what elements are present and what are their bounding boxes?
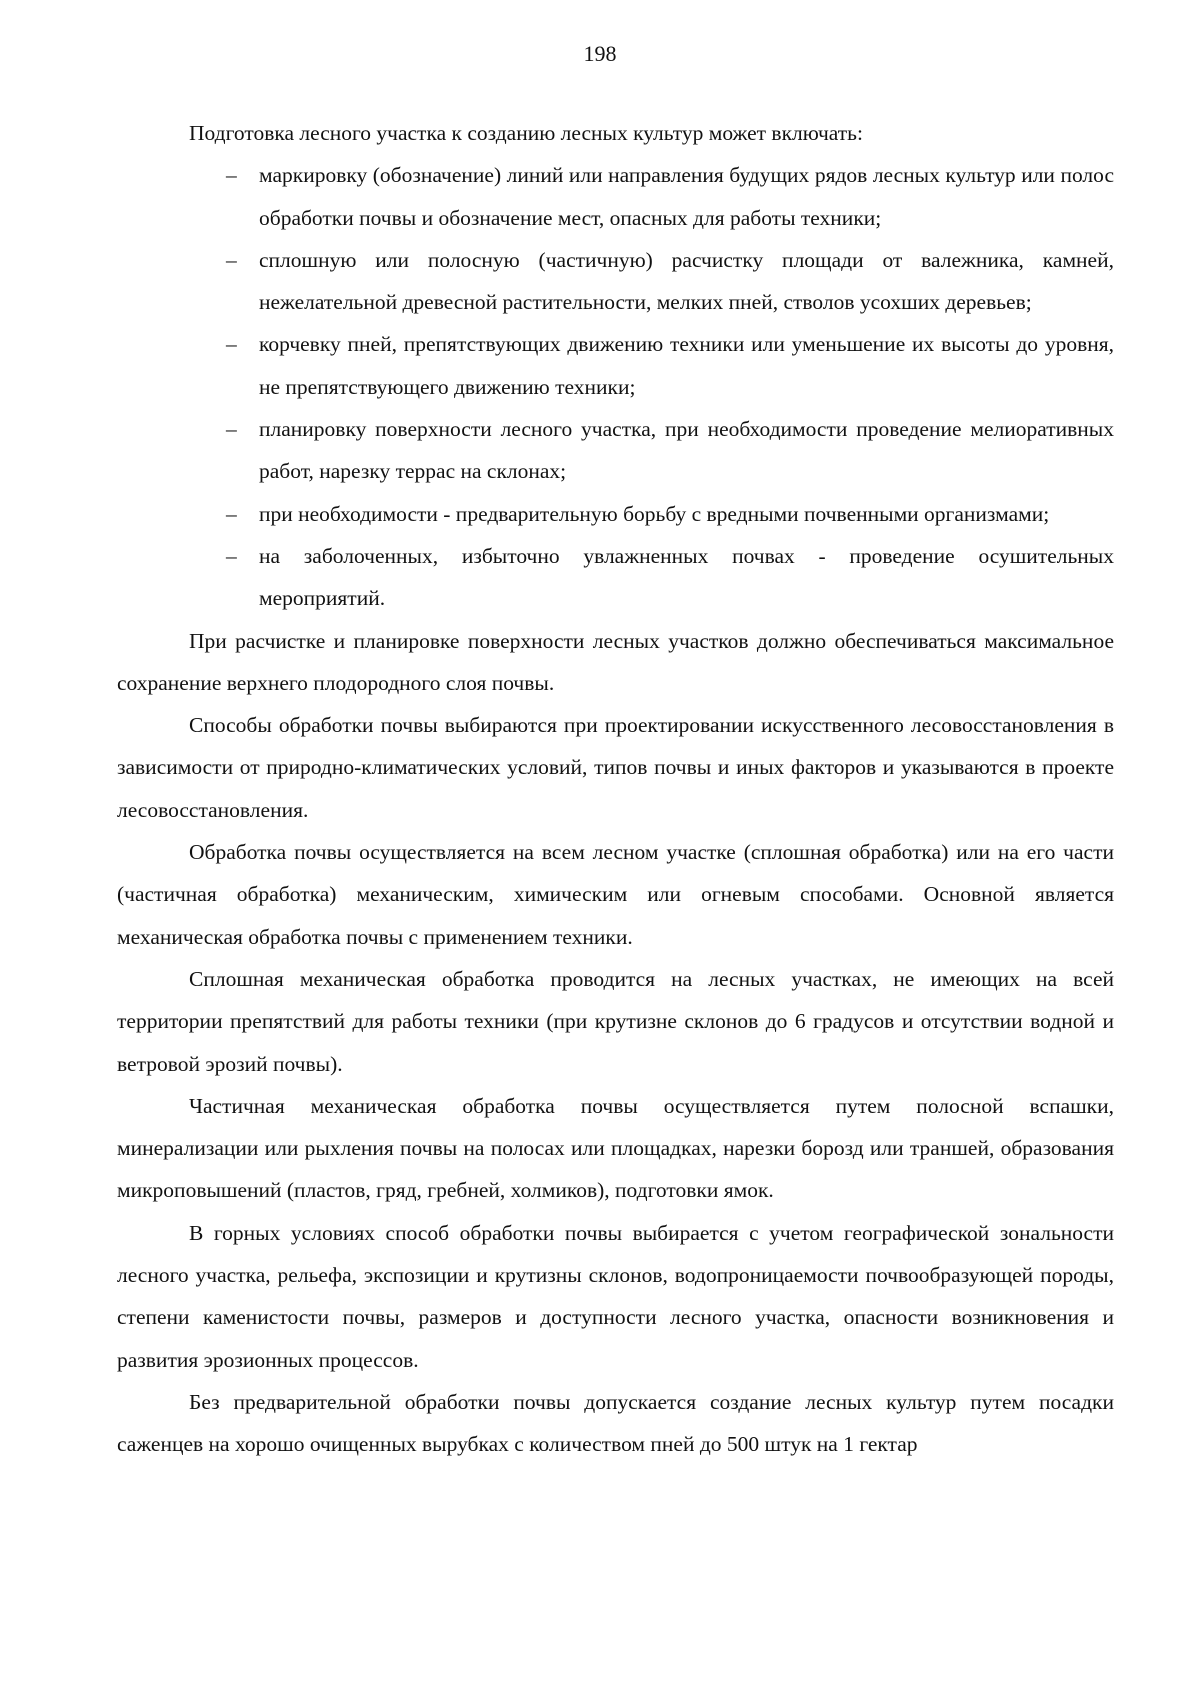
list-dash: – bbox=[226, 332, 237, 357]
list-item-text: корчевку пней, препятствующих движению техники или уменьшение их высоты до уровня, не препятствующего движению техники; bbox=[259, 332, 1114, 399]
list-dash: – bbox=[226, 417, 237, 442]
list-dash: – bbox=[226, 501, 237, 526]
list-item-text: планировку поверхности лесного участка, при необходимости проведение мелиоративных работ, нарезку террас на склонах; bbox=[259, 417, 1114, 484]
body-paragraph: При расчистке и планировке поверхности лесных участков должно обеспечиваться максимальное сохранение верхнего плодородного слоя почвы. bbox=[117, 628, 1114, 695]
body-paragraph: Частичная механическая обработка почвы осуществляется путем полосной вспашки, минерализации или рыхления почвы на полосах или площадках, нарезки борозд или траншей, образования микроповышений (пластов, гряд, гребней, холмиков), подготовки ямок. bbox=[117, 1093, 1114, 1203]
intro-paragraph: Подготовка лесного участка к созданию лесных культур может включать: bbox=[189, 121, 863, 145]
list-dash: – bbox=[226, 163, 237, 188]
body-paragraph: Обработка почвы осуществляется на всем лесном участке (сплошная обработка) или на его части (частичная обработка) механическим, химическим или огневым способами. Основной является механическая обработка почвы с применением техники. bbox=[117, 840, 1114, 949]
list-item-text: маркировку (обозначение) линий или направления будущих рядов лесных культур или полос обработки почвы и обозначение мест, опасных для работы техники; bbox=[259, 163, 1114, 230]
list-item-text: на заболоченных, избыточно увлажненных почвах - проведение осушительных мероприятий. bbox=[259, 543, 1114, 611]
page-number: 198 bbox=[583, 41, 617, 66]
list-item-text: при необходимости - предварительную борьбу с вредными почвенными организмами; bbox=[259, 501, 1050, 526]
preparation-list bbox=[117, 154, 1114, 619]
body-paragraph: Сплошная механическая обработка проводится на лесных участках, не имеющих на всей территории препятствий для работы техники (при крутизне склонов до 6 градусов и отсутствии водной и ветровой эрозий почвы). bbox=[117, 966, 1114, 1076]
list-item bbox=[117, 535, 1114, 620]
list-item-text: сплошную или полосную (частичную) расчистку площади от валежника, камней, нежелательной древесной растительности, мелких пней, стволов усохших деревьев; bbox=[259, 247, 1114, 315]
body-paragraph: В горных условиях способ обработки почвы выбирается с учетом географической зональности лесного участка, рельефа, экспозиции и крутизны склонов, водопроницаемости почвообразующей породы, степени каменистости почвы, размеров и доступности лесного участка, опасности возникновения и развития эрозионных процессов. bbox=[117, 1220, 1114, 1372]
body-paragraph: Без предварительной обработки почвы допускается создание лесных культур путем посадки саженцев на хорошо очищенных вырубках с количеством пней до 500 штук на 1 гектар bbox=[117, 1389, 1114, 1457]
list-item bbox=[117, 323, 1114, 408]
list-dash: – bbox=[226, 247, 237, 272]
list-item bbox=[117, 239, 1114, 324]
list-dash: – bbox=[226, 543, 237, 568]
list-item bbox=[117, 408, 1114, 493]
document-body bbox=[117, 112, 1114, 1466]
list-item bbox=[117, 154, 1114, 239]
body-paragraph: Способы обработки почвы выбираются при проектировании искусственного лесовосстановления в зависимости от природно-климатических условий, типов почвы и иных факторов и указываются в проекте лесовосстановления. bbox=[117, 713, 1114, 822]
list-item bbox=[117, 493, 1114, 535]
